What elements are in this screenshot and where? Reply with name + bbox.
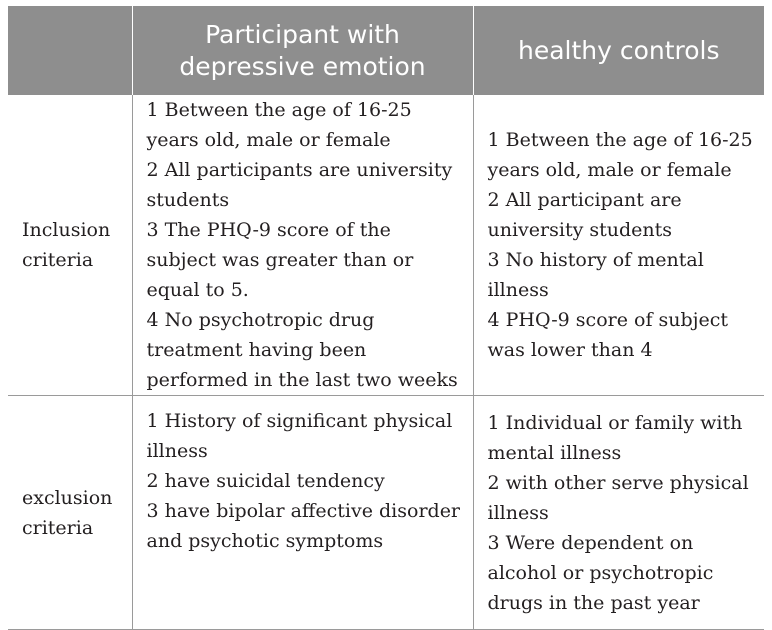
criteria-table xyxy=(8,6,764,630)
header-participant-depressive: Participant with depressive emotion xyxy=(132,6,473,95)
inclusion-depressive-item: 1 Between the age of 16-25 years old, male or female xyxy=(146,99,412,151)
criteria-table-container xyxy=(8,6,764,619)
exclusion-depressive-item: 3 have bipolar affective disorder and psychotic symptoms xyxy=(146,500,461,552)
exclusion-controls-item: 2 with other serve physical illness xyxy=(487,471,749,524)
exclusion-depressive-item: 2 have suicidal tendency xyxy=(146,470,385,492)
inclusion-depressive-cell xyxy=(132,95,473,396)
inclusion-controls-item: 4 PHQ-9 score of subject was lower than 4 xyxy=(487,309,729,361)
row-label-exclusion: exclusion criteria xyxy=(8,396,132,630)
row-label-inclusion: Inclusion criteria xyxy=(8,95,132,396)
inclusion-controls-item: 3 No history of mental illness xyxy=(487,249,704,301)
exclusion-depressive-item: 1 History of significant physical illness xyxy=(146,410,453,462)
inclusion-depressive-item: 2 All participants are university students xyxy=(146,159,453,211)
inclusion-controls-item: 2 All participant are university students xyxy=(487,189,682,241)
exclusion-controls-item: 1 Individual or family with mental illness xyxy=(487,411,743,464)
exclusion-controls-cell xyxy=(473,396,764,630)
table-row-exclusion xyxy=(8,396,764,630)
inclusion-depressive-item: 3 The PHQ-9 score of the subject was greater than or equal to 5. xyxy=(146,219,414,301)
table-header-row xyxy=(8,6,764,95)
inclusion-controls-item: 1 Between the age of 16-25 years old, male or female xyxy=(487,129,753,181)
inclusion-depressive-item: 4 No psychotropic drug treatment having been performed in the last two weeks xyxy=(146,309,458,391)
table-row-inclusion xyxy=(8,95,764,396)
header-healthy-controls: healthy controls xyxy=(473,6,764,95)
header-empty-cell xyxy=(8,6,132,95)
exclusion-depressive-cell xyxy=(132,396,473,630)
exclusion-controls-item: 3 Were dependent on alcohol or psychotropic drugs in the past year xyxy=(487,531,714,614)
inclusion-controls-cell xyxy=(473,95,764,396)
